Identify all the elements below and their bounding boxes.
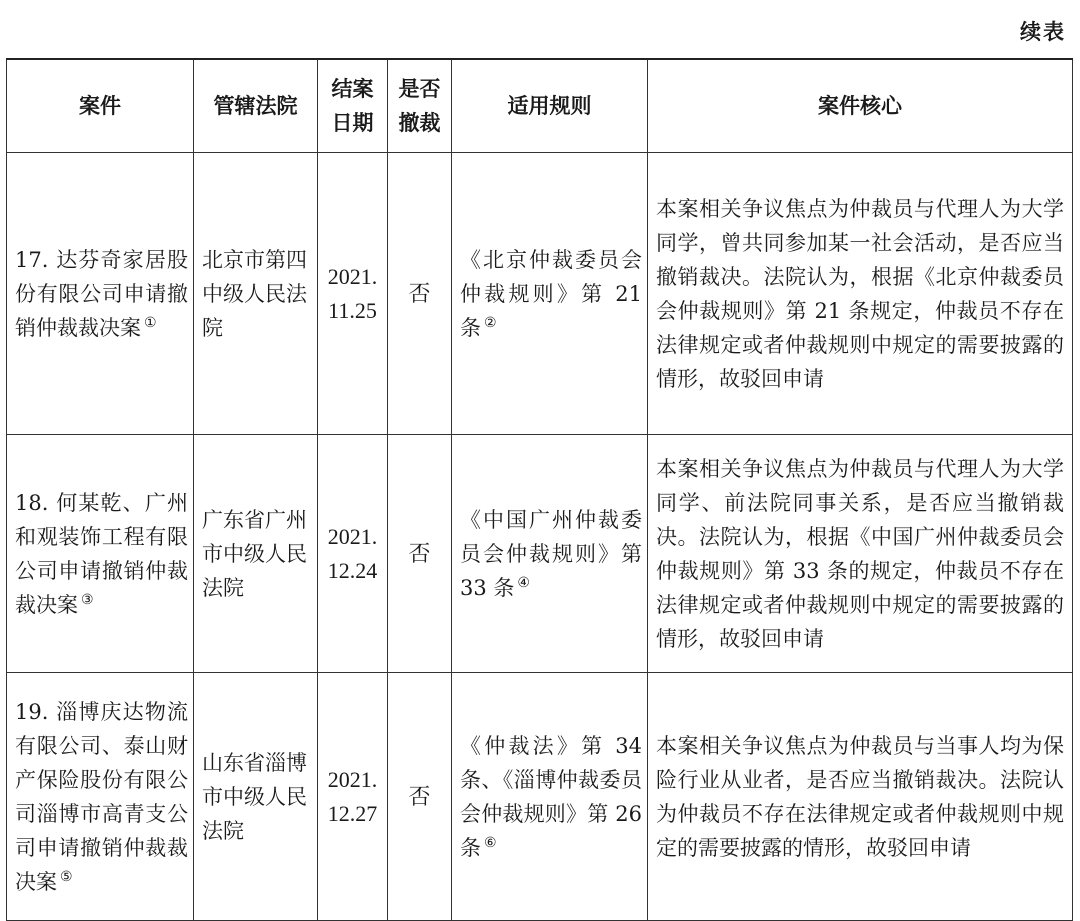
continued-table-label: 续表 — [1020, 20, 1066, 44]
court-cell: 广东省广州市中级人民法院 — [194, 435, 318, 673]
date-cell — [318, 153, 388, 435]
date-cell — [318, 673, 388, 921]
header-date — [318, 59, 388, 153]
table-row — [7, 673, 1073, 921]
revoked-cell: 否 — [388, 673, 452, 921]
header-rule: 适用规则 — [452, 59, 648, 153]
header-date-line2: 日期 — [331, 111, 374, 135]
core-cell: 本案相关争议焦点为仲裁员与代理人为大学同学，曾共同参加某一社会活动，是否应当撤销裁决。法院认为，根据《北京仲裁委员会仲裁规则》第 21 条规定，仲裁员不存在法律规定或者仲裁规则中规定的需要披露的情形，故驳回申请 — [648, 153, 1073, 435]
header-date-line1: 结案 — [331, 77, 374, 101]
court-cell: 北京市第四中级人民法院 — [194, 153, 318, 435]
rule-footnote: ⑥ — [484, 834, 497, 851]
rule-text: 《中国广州仲裁委员会仲裁规则》第 33 条 — [460, 507, 642, 600]
core-cell: 本案相关争议焦点为仲裁员与代理人为大学同学、前法院同事关系，是否应当撤销裁决。法院认为，根据《中国广州仲裁委员会仲裁规则》第 33 条的规定，仲裁员不存在法律规定或者仲裁规则中规定的需要披露的情形，故驳回申请 — [648, 435, 1073, 673]
date-line1: 2021. — [327, 523, 378, 549]
case-name: 19. 淄博庆达物流有限公司、泰山财产保险股份有限公司淄博市高青支公司申请撤销仲裁裁决案 — [15, 699, 188, 894]
rule-footnote: ④ — [517, 574, 530, 591]
revoked-cell: 否 — [388, 435, 452, 673]
rule-text: 《北京仲裁委员会仲裁规则》第 21 条 — [460, 247, 642, 340]
case-footnote: ③ — [81, 591, 94, 608]
court-cell: 山东省淄博市中级人民法院 — [194, 673, 318, 921]
date-line1: 2021. — [327, 766, 378, 792]
case-name: 17. 达芬奇家居股份有限公司申请撤销仲裁裁决案 — [15, 247, 188, 340]
date-line2: 12.27 — [327, 800, 378, 826]
core-cell: 本案相关争议焦点为仲裁员与当事人均为保险行业从业者，是否应当撤销裁决。法院认为仲裁员不存在法律规定或者仲裁规则中规定的需要披露的情形，故驳回申请 — [648, 673, 1073, 921]
header-case: 案件 — [7, 59, 194, 153]
header-revoked — [388, 59, 452, 153]
rule-cell — [452, 673, 648, 921]
header-revoked-line1: 是否 — [398, 77, 441, 101]
case-footnote: ⑤ — [60, 868, 73, 885]
header-court: 管辖法院 — [194, 59, 318, 153]
date-line2: 11.25 — [328, 297, 377, 323]
rule-text: 《仲裁法》第 34 条、《淄博仲裁委员会仲裁规则》第 26 条 — [460, 733, 642, 860]
table-header-row — [7, 59, 1073, 153]
rule-cell — [452, 153, 648, 435]
header-core: 案件核心 — [648, 59, 1073, 153]
case-table — [6, 58, 1073, 921]
table-row — [7, 153, 1073, 435]
table-row — [7, 435, 1073, 673]
rule-footnote: ② — [484, 314, 497, 331]
date-line1: 2021. — [327, 263, 378, 289]
case-footnote: ① — [144, 314, 157, 331]
rule-cell — [452, 435, 648, 673]
date-line2: 12.24 — [327, 557, 378, 583]
revoked-cell: 否 — [388, 153, 452, 435]
case-cell — [7, 673, 194, 921]
header-revoked-line2: 撤裁 — [398, 111, 441, 135]
date-cell — [318, 435, 388, 673]
case-name: 18. 何某乾、广州和观装饰工程有限公司申请撤销仲裁裁决案 — [15, 490, 188, 617]
case-cell — [7, 153, 194, 435]
case-cell — [7, 435, 194, 673]
